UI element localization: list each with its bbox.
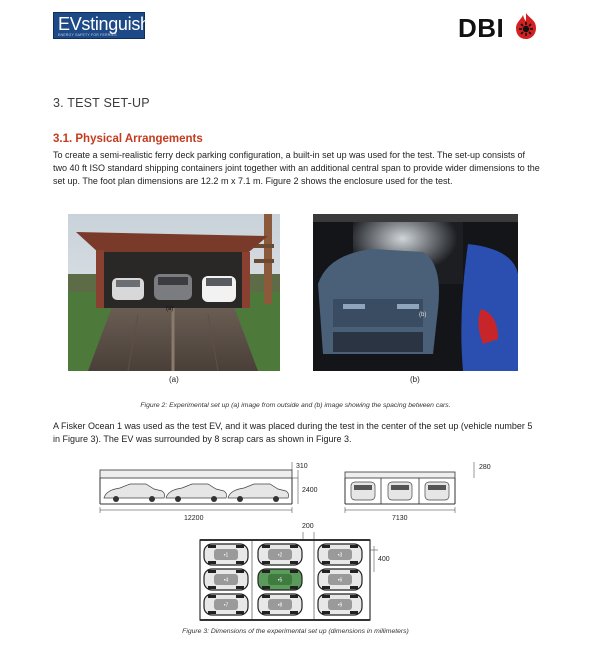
dim-2400: 2400 bbox=[302, 487, 318, 494]
photo-b-label: (b) bbox=[410, 375, 420, 384]
photo-enclosure-outside bbox=[68, 214, 280, 371]
car-top-ev bbox=[258, 569, 302, 590]
setup-dimension-diagram bbox=[90, 452, 510, 624]
car-number-label: •8 bbox=[277, 602, 283, 609]
car-number-label: •7 bbox=[223, 602, 229, 609]
dim-12200: 12200 bbox=[184, 515, 204, 522]
subsection-title: 3.1. Physical Arrangements bbox=[53, 133, 203, 145]
evstinguish-logo bbox=[53, 12, 150, 39]
car-top-scrap bbox=[258, 544, 302, 565]
paragraph-setup: To create a semi-realistic ferry deck parking configuration, a built-in set up was used for the test. The set-up consists of two 40 ft ISO standard shipping containers joint together with an additional central span to provide wider dimensions to the set up. The foot plan dimensions are 12.2 m x 7.1 m. Figure 2 shows the enclosure used for the test. bbox=[53, 150, 540, 186]
dbi-logo-text: DBI bbox=[458, 13, 505, 43]
paragraph-test-ev: A Fisker Ocean 1 was used as the test EV, and it was placed during the test in the center of the set up (vehicle number 5 in Figure 3). The EV was surrounded by 8 scrap cars as shown in Figure 3. bbox=[53, 421, 533, 444]
dim-280: 280 bbox=[479, 464, 491, 471]
photo-car-spacing bbox=[313, 214, 518, 371]
car-top-scrap bbox=[318, 594, 362, 615]
car-number-label: •4 bbox=[223, 577, 229, 584]
evstinguish-logo-tagline: ENERGY SAFETY FOR FERRIES bbox=[58, 33, 117, 37]
dim-400: 400 bbox=[378, 556, 390, 563]
section-title: 3. TEST SET-UP bbox=[53, 96, 150, 110]
car-top-scrap bbox=[204, 569, 248, 590]
car-number-label: •1 bbox=[223, 552, 229, 559]
dim-200: 200 bbox=[302, 523, 314, 530]
dbi-flame-icon bbox=[511, 11, 541, 41]
figure3-caption: Figure 3: Dimensions of the experimental set up (dimensions in millimeters) bbox=[182, 628, 409, 635]
car-top-scrap bbox=[318, 544, 362, 565]
top-view-car-grid bbox=[204, 544, 362, 615]
car-number-label: •2 bbox=[277, 552, 283, 559]
figure2-caption: Figure 2: Experimental set up (a) image from outside and (b) image showing the spacing between cars. bbox=[140, 402, 451, 409]
car-top-scrap bbox=[318, 569, 362, 590]
car-number-label: •9 bbox=[337, 602, 343, 609]
svg-text:(b): (b) bbox=[419, 312, 427, 318]
dim-7130: 7130 bbox=[392, 515, 408, 522]
car-top-scrap bbox=[204, 544, 248, 565]
car-number-label: •3 bbox=[337, 552, 343, 559]
front-view bbox=[345, 462, 474, 513]
svg-text:(a): (a) bbox=[166, 306, 174, 312]
car-number-label: •5 bbox=[277, 577, 283, 584]
car-top-scrap bbox=[258, 594, 302, 615]
evstinguish-logo-text: EVstinguish bbox=[58, 14, 150, 34]
side-view bbox=[100, 462, 298, 513]
car-top-scrap bbox=[204, 594, 248, 615]
car-number-label: •6 bbox=[337, 577, 343, 584]
dim-310: 310 bbox=[296, 463, 308, 470]
photo-a-label: (a) bbox=[169, 375, 179, 384]
